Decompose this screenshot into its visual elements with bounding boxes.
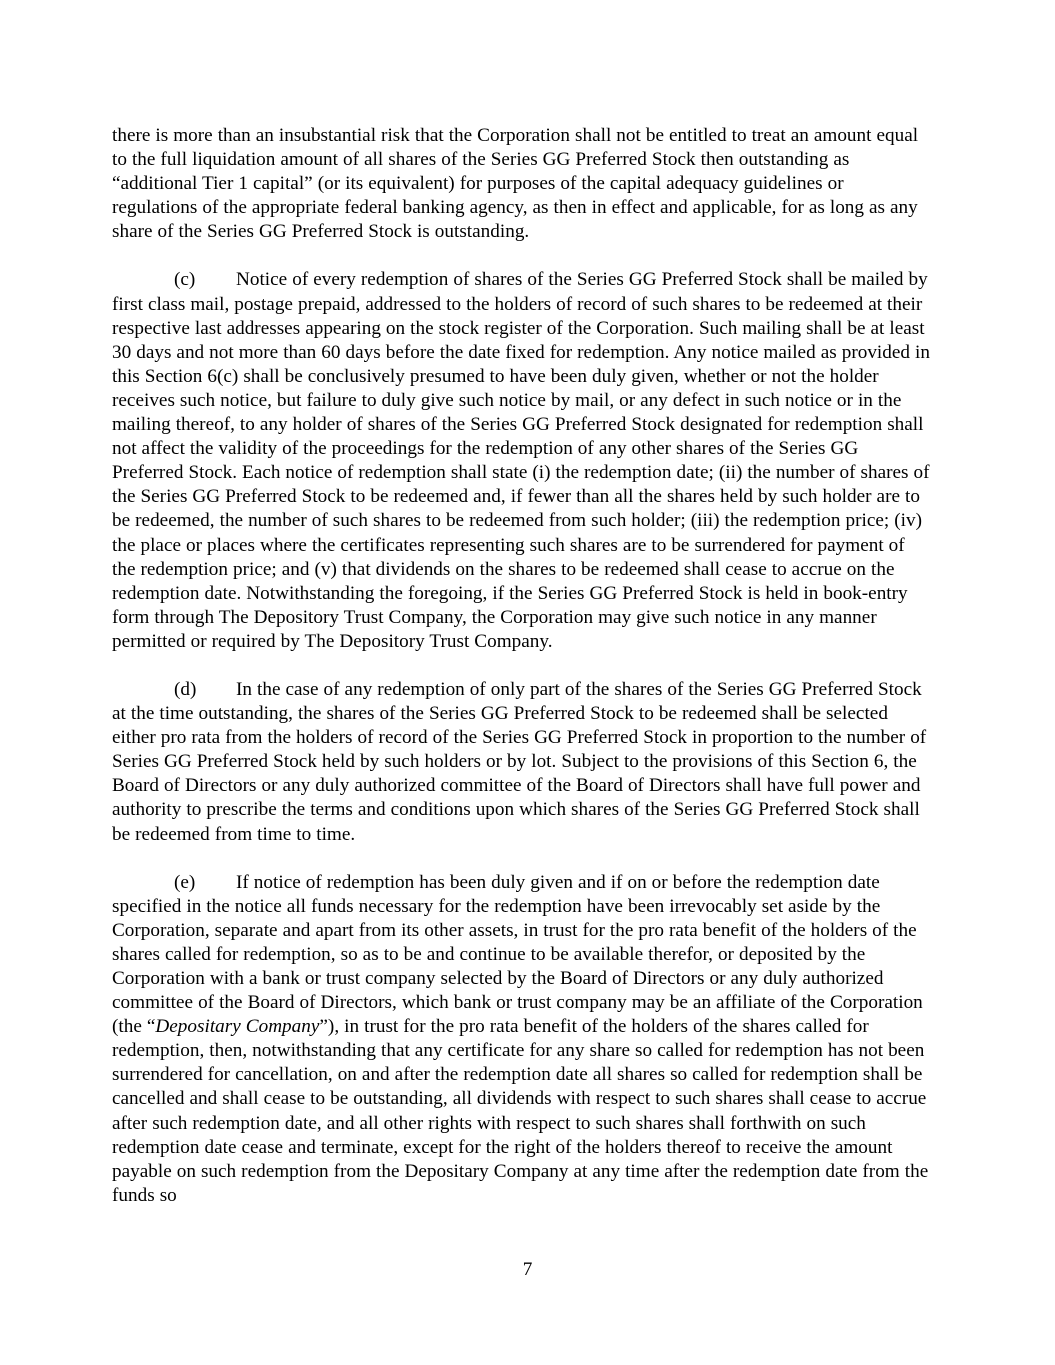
defined-term-depositary-company: Depositary Company <box>155 1016 320 1038</box>
paragraph-continued <box>112 124 932 244</box>
paragraph-d-text: In the case of any redemption of only part of the shares of the Series GG Preferred Stock at the time outstanding, the shares of the Series GG Preferred Stock to be redeemed shall be selected either pro rata from the holders of record of the Series GG Preferred Stock in proportion to the number of Series GG Preferred Stock held by such holders or by lot. Subject to the provisions of this Section 6, the Board of Directors or any duly authorized committee of the Board of Directors shall have full power and authority to prescribe the terms and conditions upon which shares of the Series GG Preferred Stock shall be redeemed from time to time. <box>112 678 927 845</box>
paragraph-e-text-before-term: If notice of redemption has been duly given and if on or before the redemption date specified in the notice all funds necessary for the redemption have been irrevocably set aside by the Corporation, separate and apart from its other assets, in trust for the pro rata benefit of the holders of the shares called for redemption, so as to be and continue to be available therefor, or deposited by the Corporation with a bank or trust company selected by the Board of Directors or any duly authorized committee of the Board of Directors, which bank or trust company may be an affiliate of the Corporation (the “ <box>112 871 923 1038</box>
paragraph-e <box>112 871 932 1208</box>
paragraph-c <box>112 268 932 654</box>
paragraph-d <box>112 678 932 847</box>
paragraph-continued-text: there is more than an insubstantial risk that the Corporation shall not be entitled to treat an amount equal to the full liquidation amount of all shares of the Series GG Preferred Stock then outstanding as “additional Tier 1 capital” (or its equivalent) for purposes of the capital adequacy guidelines or regulations of the appropriate federal banking agency, as then in effect and applicable, for as long as any share of the Series GG Preferred Stock is outstanding. <box>112 125 919 243</box>
paragraph-c-label: (c) <box>174 269 196 291</box>
page-number: 7 <box>522 1259 533 1280</box>
paragraph-d-label: (d) <box>174 678 197 700</box>
paragraph-e-text-after-term: ”), in trust for the pro rata benefit of the holders of the shares called for redemption, then, notwithstanding that any certificate for any share so called for redemption has not been surrendered for cancellation, on and after the redemption date all shares so called for redemption shall be cancelled and shall cease to be outstanding, all dividends with respect to such shares shall cease to accrue after such redemption date, and all other rights with respect to such shares shall forthwith on such redemption date cease and terminate, except for the right of the holders thereof to receive the amount payable on such redemption from the Depositary Company at any time after the redemption date from the funds so <box>112 1016 929 1206</box>
paragraph-e-label: (e) <box>174 871 196 893</box>
paragraph-c-text: Notice of every redemption of shares of the Series GG Preferred Stock shall be mailed by first class mail, postage prepaid, addressed to the holders of record of such shares to be redeemed at their respective last addresses appearing on the stock register of the Corporation. Such mailing shall be at least 30 days and not more than 60 days before the date fixed for redemption. Any notice mailed as provided in this Section 6(c) shall be conclusively presumed to have been duly given, whether or not the holder receives such notice, but failure to duly give such notice by mail, or any defect in such notice or in the mailing thereof, to any holder of shares of the Series GG Preferred Stock designated for redemption shall not affect the validity of the proceedings for the redemption of any other shares of the Series GG Preferred Stock. Each notice of redemption shall state (i) the redemption date; (ii) the number of shares of the Series GG Preferred Stock to be redeemed and, if fewer than all the shares held by such holder are to be redeemed, the number of such shares to be redeemed from such holder; (iii) the redemption price; (iv) the place or places where the certificates representing such shares are to be surrendered for payment of the redemption price; and (v) that dividends on the shares to be redeemed shall cease to accrue on the redemption date. Notwithstanding the foregoing, if the Series GG Preferred Stock is held in book-entry form through The Depository Trust Company, the Corporation may give such notice in any manner permitted or required by The Depository Trust Company. <box>112 269 930 652</box>
document-body <box>112 124 932 1208</box>
